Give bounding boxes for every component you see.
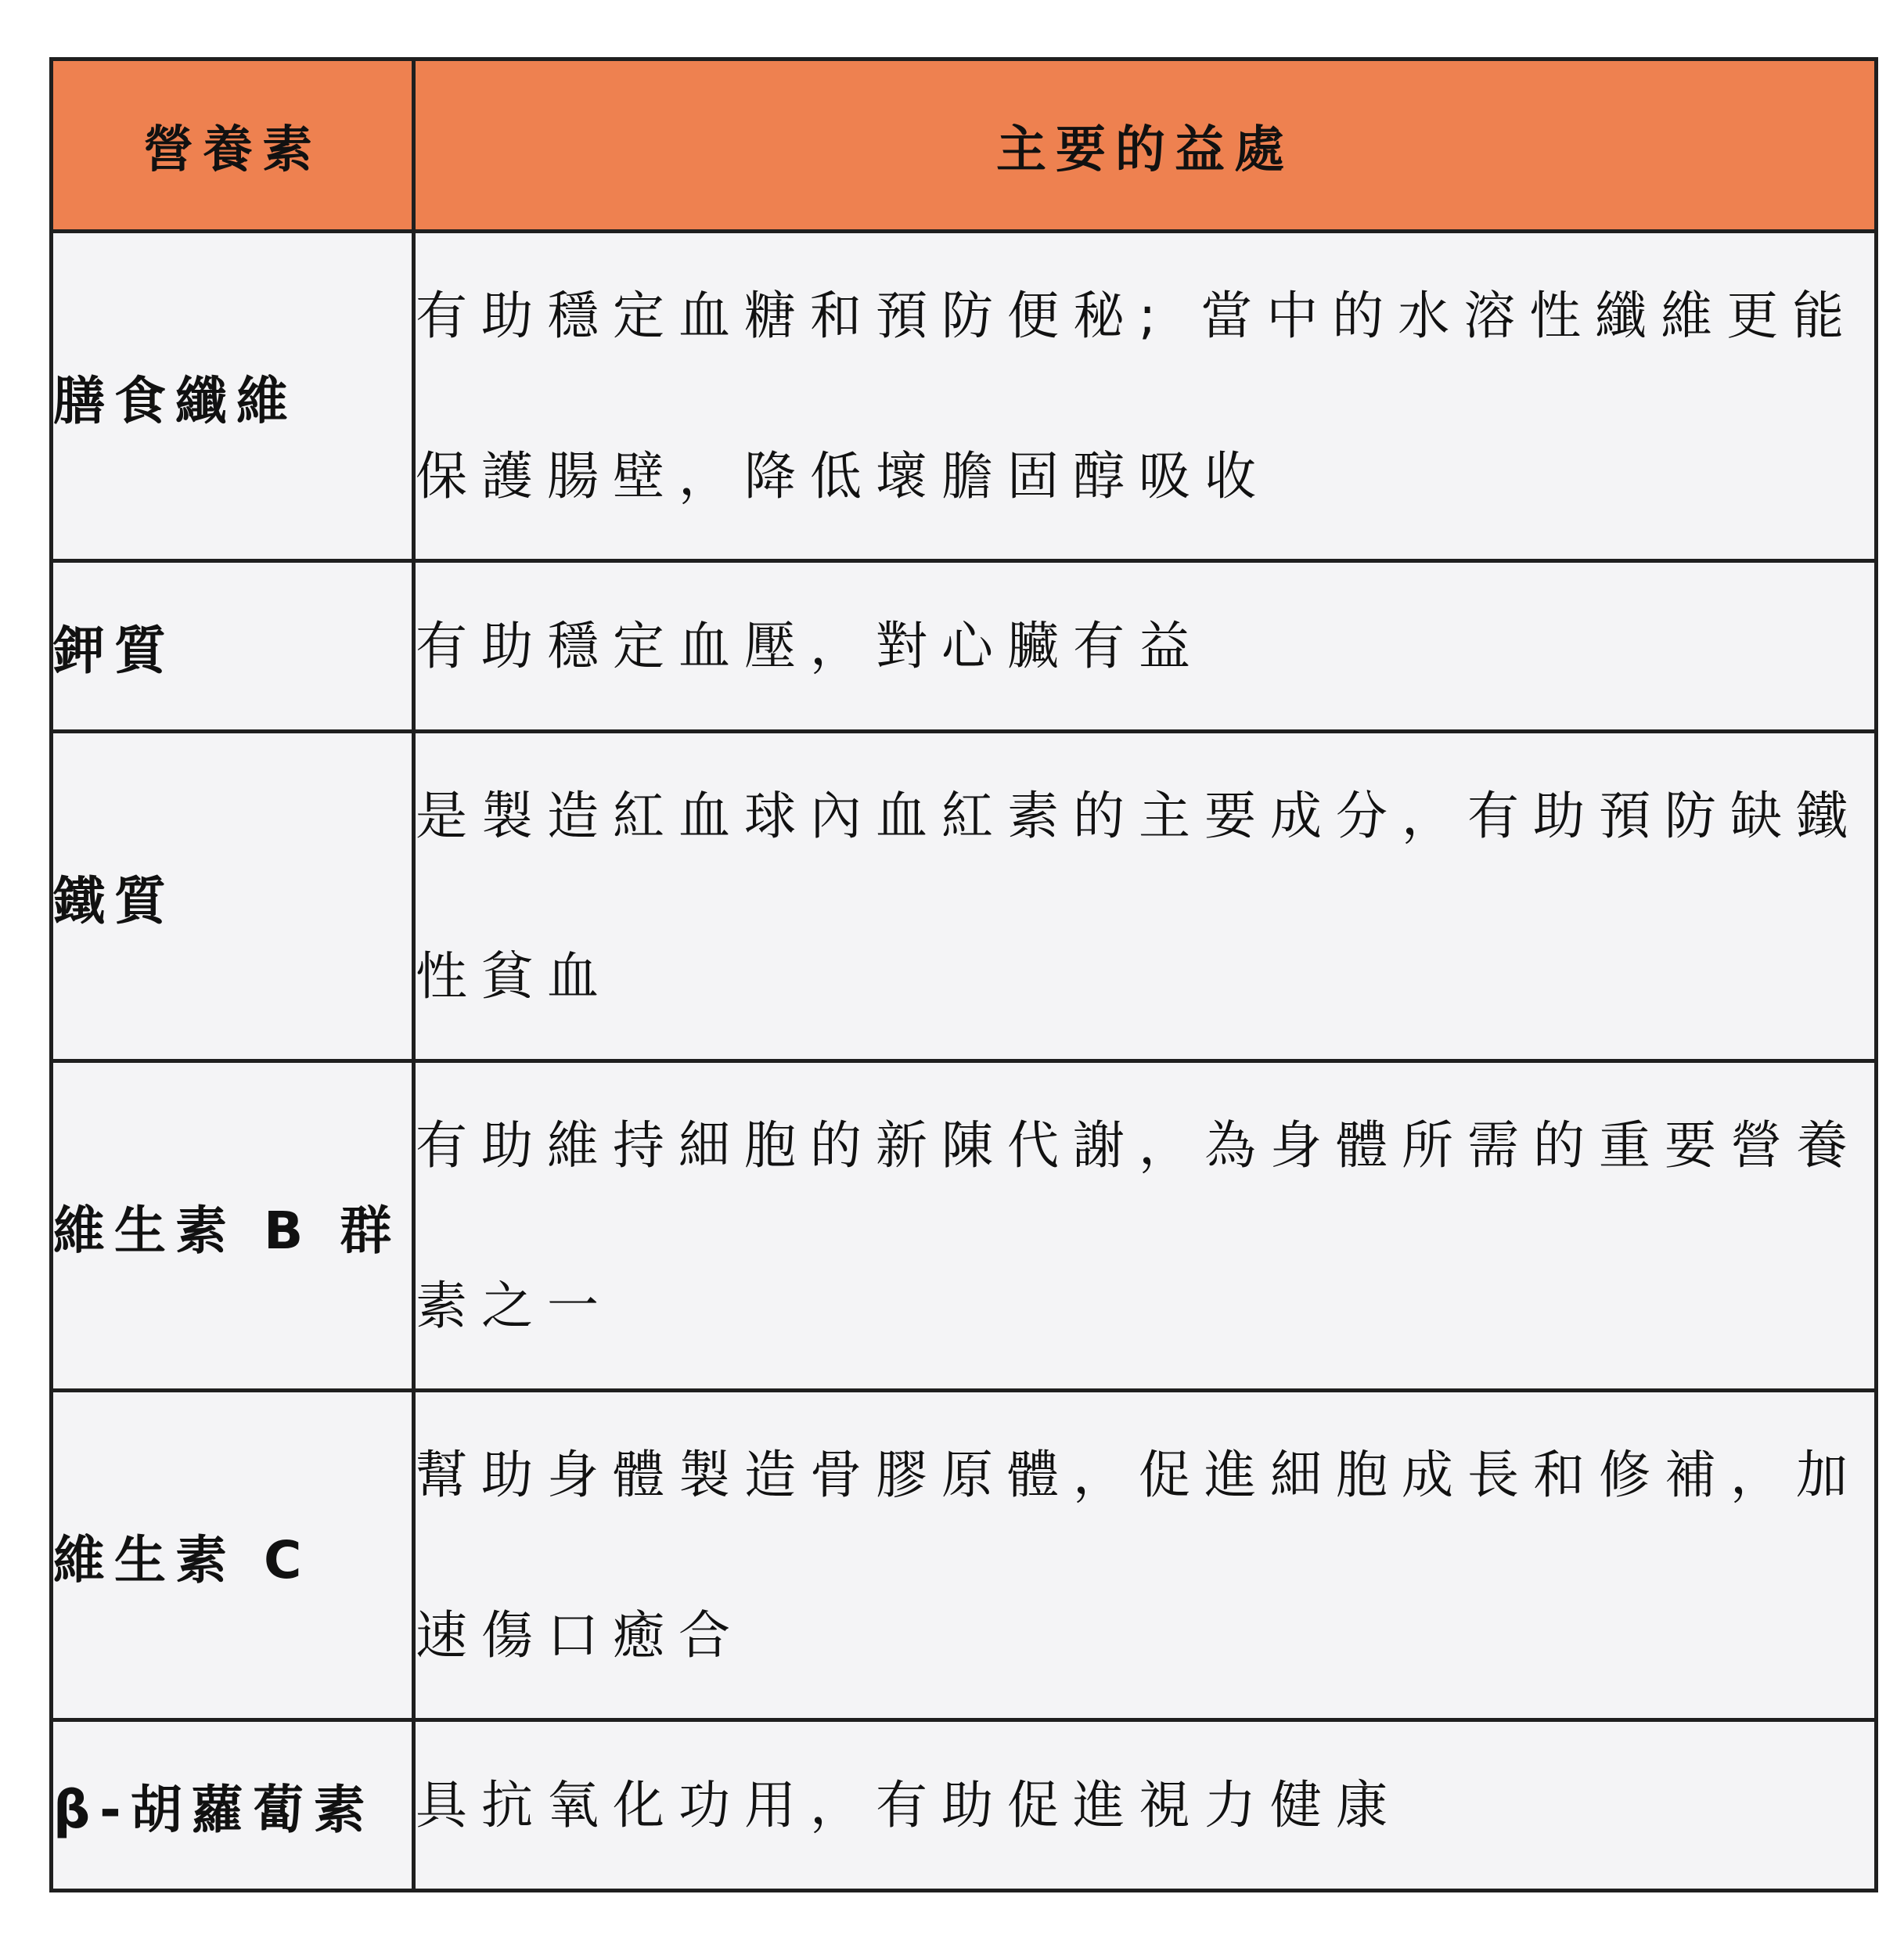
table-row (53, 233, 1874, 559)
nutrient-name: 維生素 B 群 (53, 1063, 412, 1388)
table-row (53, 733, 1874, 1059)
nutrient-name: β-胡蘿蔔素 (53, 1722, 412, 1889)
table-header-row (53, 61, 1874, 229)
nutrient-benefit: 具抗氧化功用，有助促進視力健康 (416, 1722, 1874, 1889)
header-benefit: 主要的益處 (416, 61, 1874, 229)
nutrient-name: 維生素 C (53, 1392, 412, 1718)
table-row (53, 1063, 1874, 1388)
table-row (53, 1392, 1874, 1718)
table-row (53, 1722, 1874, 1889)
nutrient-name: 鐵質 (53, 733, 412, 1059)
nutrient-benefit: 是製造紅血球內血紅素的主要成分，有助預防缺鐵性貧血 (416, 733, 1874, 1059)
nutrient-benefit: 有助穩定血糖和預防便秘; 當中的水溶性纖維更能保護腸壁，降低壞膽固醇吸收 (416, 233, 1874, 559)
table-row (53, 563, 1874, 729)
nutrient-benefit: 幫助身體製造骨膠原體，促進細胞成長和修補，加速傷口癒合 (416, 1392, 1874, 1718)
nutrient-benefits-table (49, 57, 1878, 1892)
nutrient-name: 鉀質 (53, 563, 412, 729)
nutrient-name: 膳食纖維 (53, 233, 412, 559)
header-nutrient: 營養素 (53, 61, 412, 229)
nutrient-benefit: 有助維持細胞的新陳代謝，為身體所需的重要營養素之一 (416, 1063, 1874, 1388)
nutrient-benefit: 有助穩定血壓，對心臟有益 (416, 563, 1874, 729)
